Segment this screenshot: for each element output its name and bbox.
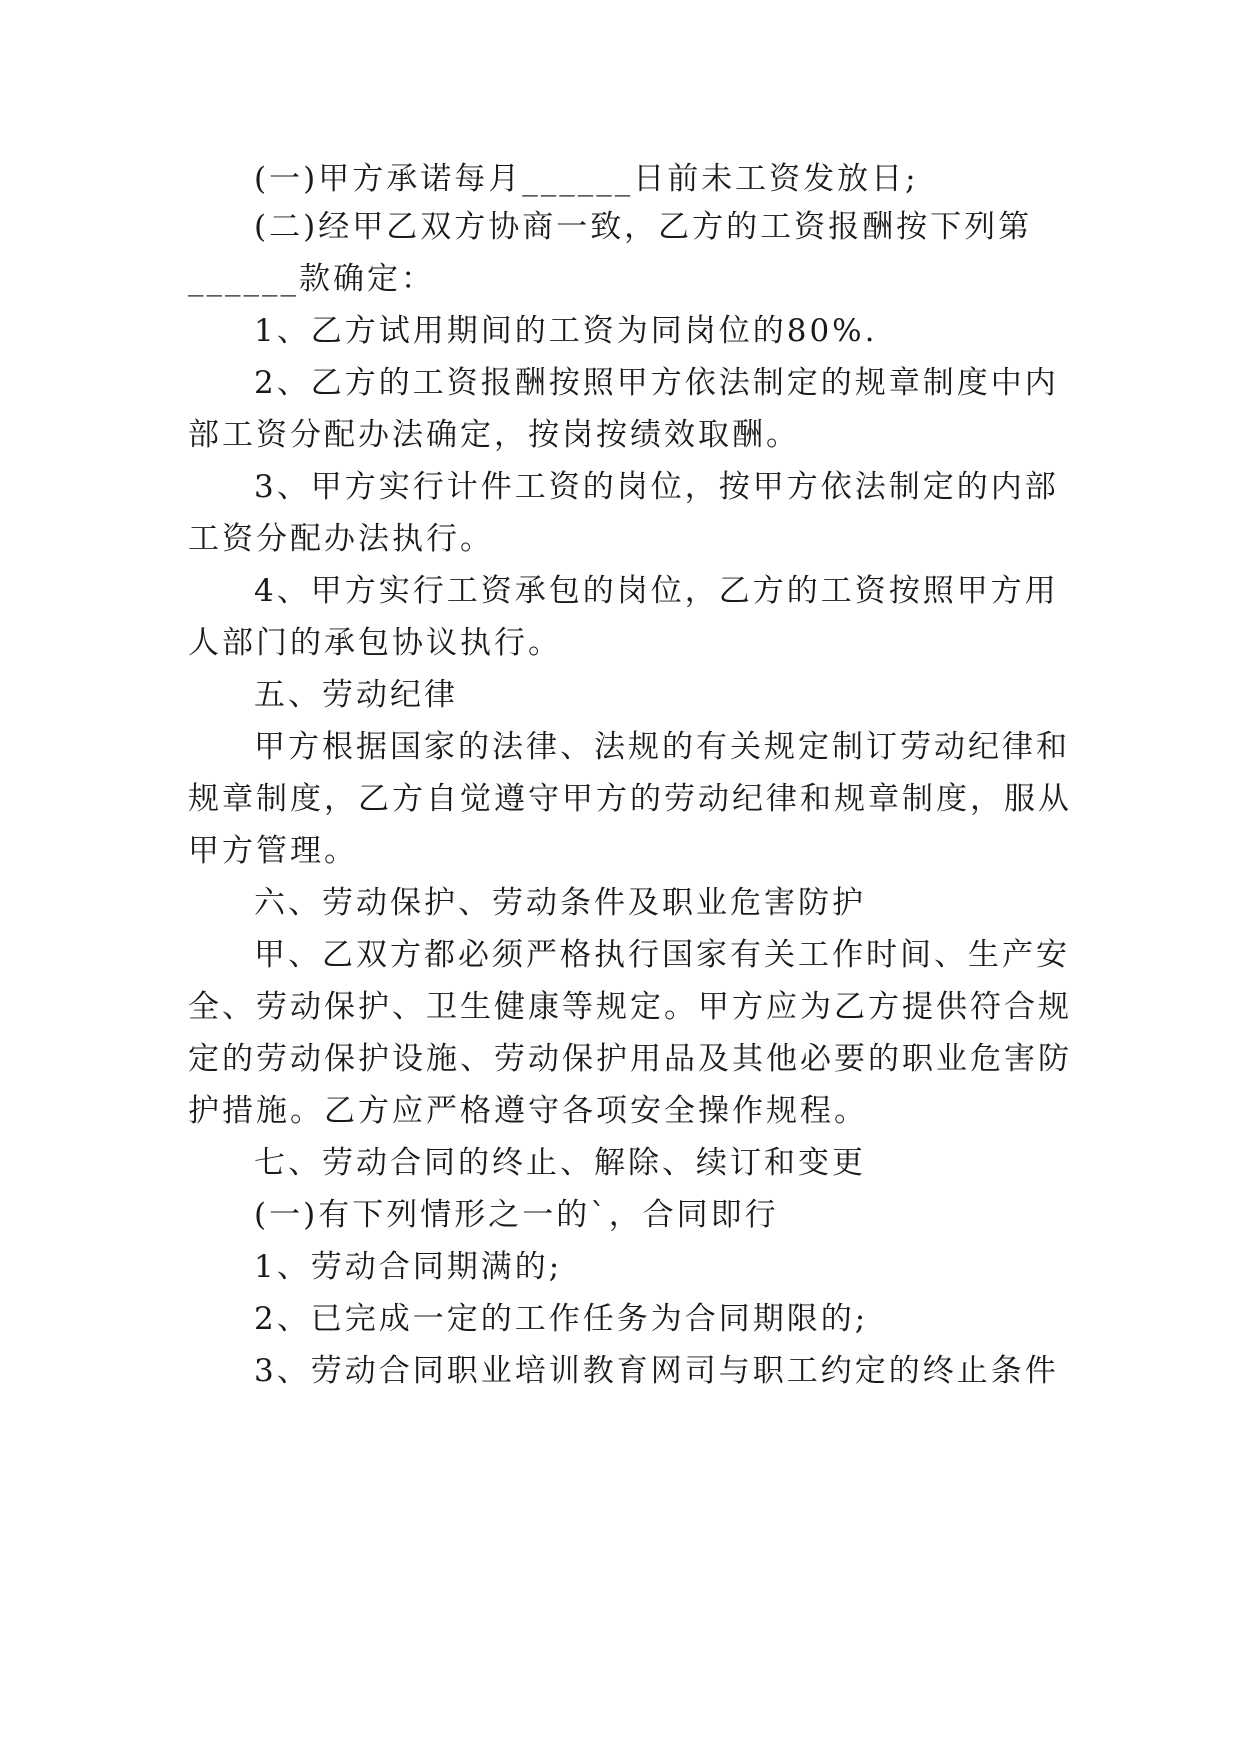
text-line: 部工资分配办法确定，按岗按绩效取酬。 bbox=[188, 417, 800, 453]
text-line: 3、劳动合同职业培训教育网司与职工约定的终止条件 bbox=[254, 1353, 1059, 1389]
text-line: 甲、乙双方都必须严格执行国家有关工作时间、生产安 bbox=[254, 937, 1070, 973]
section-heading: 五、劳动纪律 bbox=[254, 677, 458, 713]
text-line: 1、劳动合同期满的; bbox=[254, 1249, 563, 1285]
text-line: 甲方根据国家的法律、法规的有关规定制订劳动纪律和 bbox=[254, 729, 1070, 765]
text-line: 4、甲方实行工资承包的岗位，乙方的工资按照甲方用 bbox=[254, 573, 1059, 609]
text-line: 2、已完成一定的工作任务为合同期限的; bbox=[254, 1301, 869, 1337]
text-line: 规章制度，乙方自觉遵守甲方的劳动纪律和规章制度，服从 bbox=[188, 781, 1072, 817]
section-heading: 六、劳动保护、劳动条件及职业危害防护 bbox=[254, 885, 866, 921]
text-line: 人部门的承包协议执行。 bbox=[188, 625, 562, 661]
text-line: 2、乙方的工资报酬按照甲方依法制定的规章制度中内 bbox=[254, 365, 1059, 401]
text-line: 工资分配办法执行。 bbox=[188, 521, 494, 557]
text-line: (一)有下列情形之一的`，合同即行 bbox=[254, 1197, 779, 1233]
text-line: 1、乙方试用期间的工资为同岗位的80%. bbox=[254, 313, 878, 349]
text-line: 全、劳动保护、卫生健康等规定。甲方应为乙方提供符合规 bbox=[188, 989, 1072, 1025]
text-line: (二)经甲乙双方协商一致，乙方的工资报酬按下列第 bbox=[254, 209, 1033, 245]
text-line: 护措施。乙方应严格遵守各项安全操作规程。 bbox=[188, 1093, 868, 1129]
text-line: 甲方管理。 bbox=[188, 833, 358, 869]
text-line: ______款确定： bbox=[188, 261, 435, 297]
text-line: (一)甲方承诺每月______日前未工资发放日; bbox=[254, 161, 919, 197]
section-heading: 七、劳动合同的终止、解除、续订和变更 bbox=[254, 1145, 866, 1181]
text-line: 3、甲方实行计件工资的岗位，按甲方依法制定的内部 bbox=[254, 469, 1059, 505]
text-line: 定的劳动保护设施、劳动保护用品及其他必要的职业危害防 bbox=[188, 1041, 1072, 1077]
